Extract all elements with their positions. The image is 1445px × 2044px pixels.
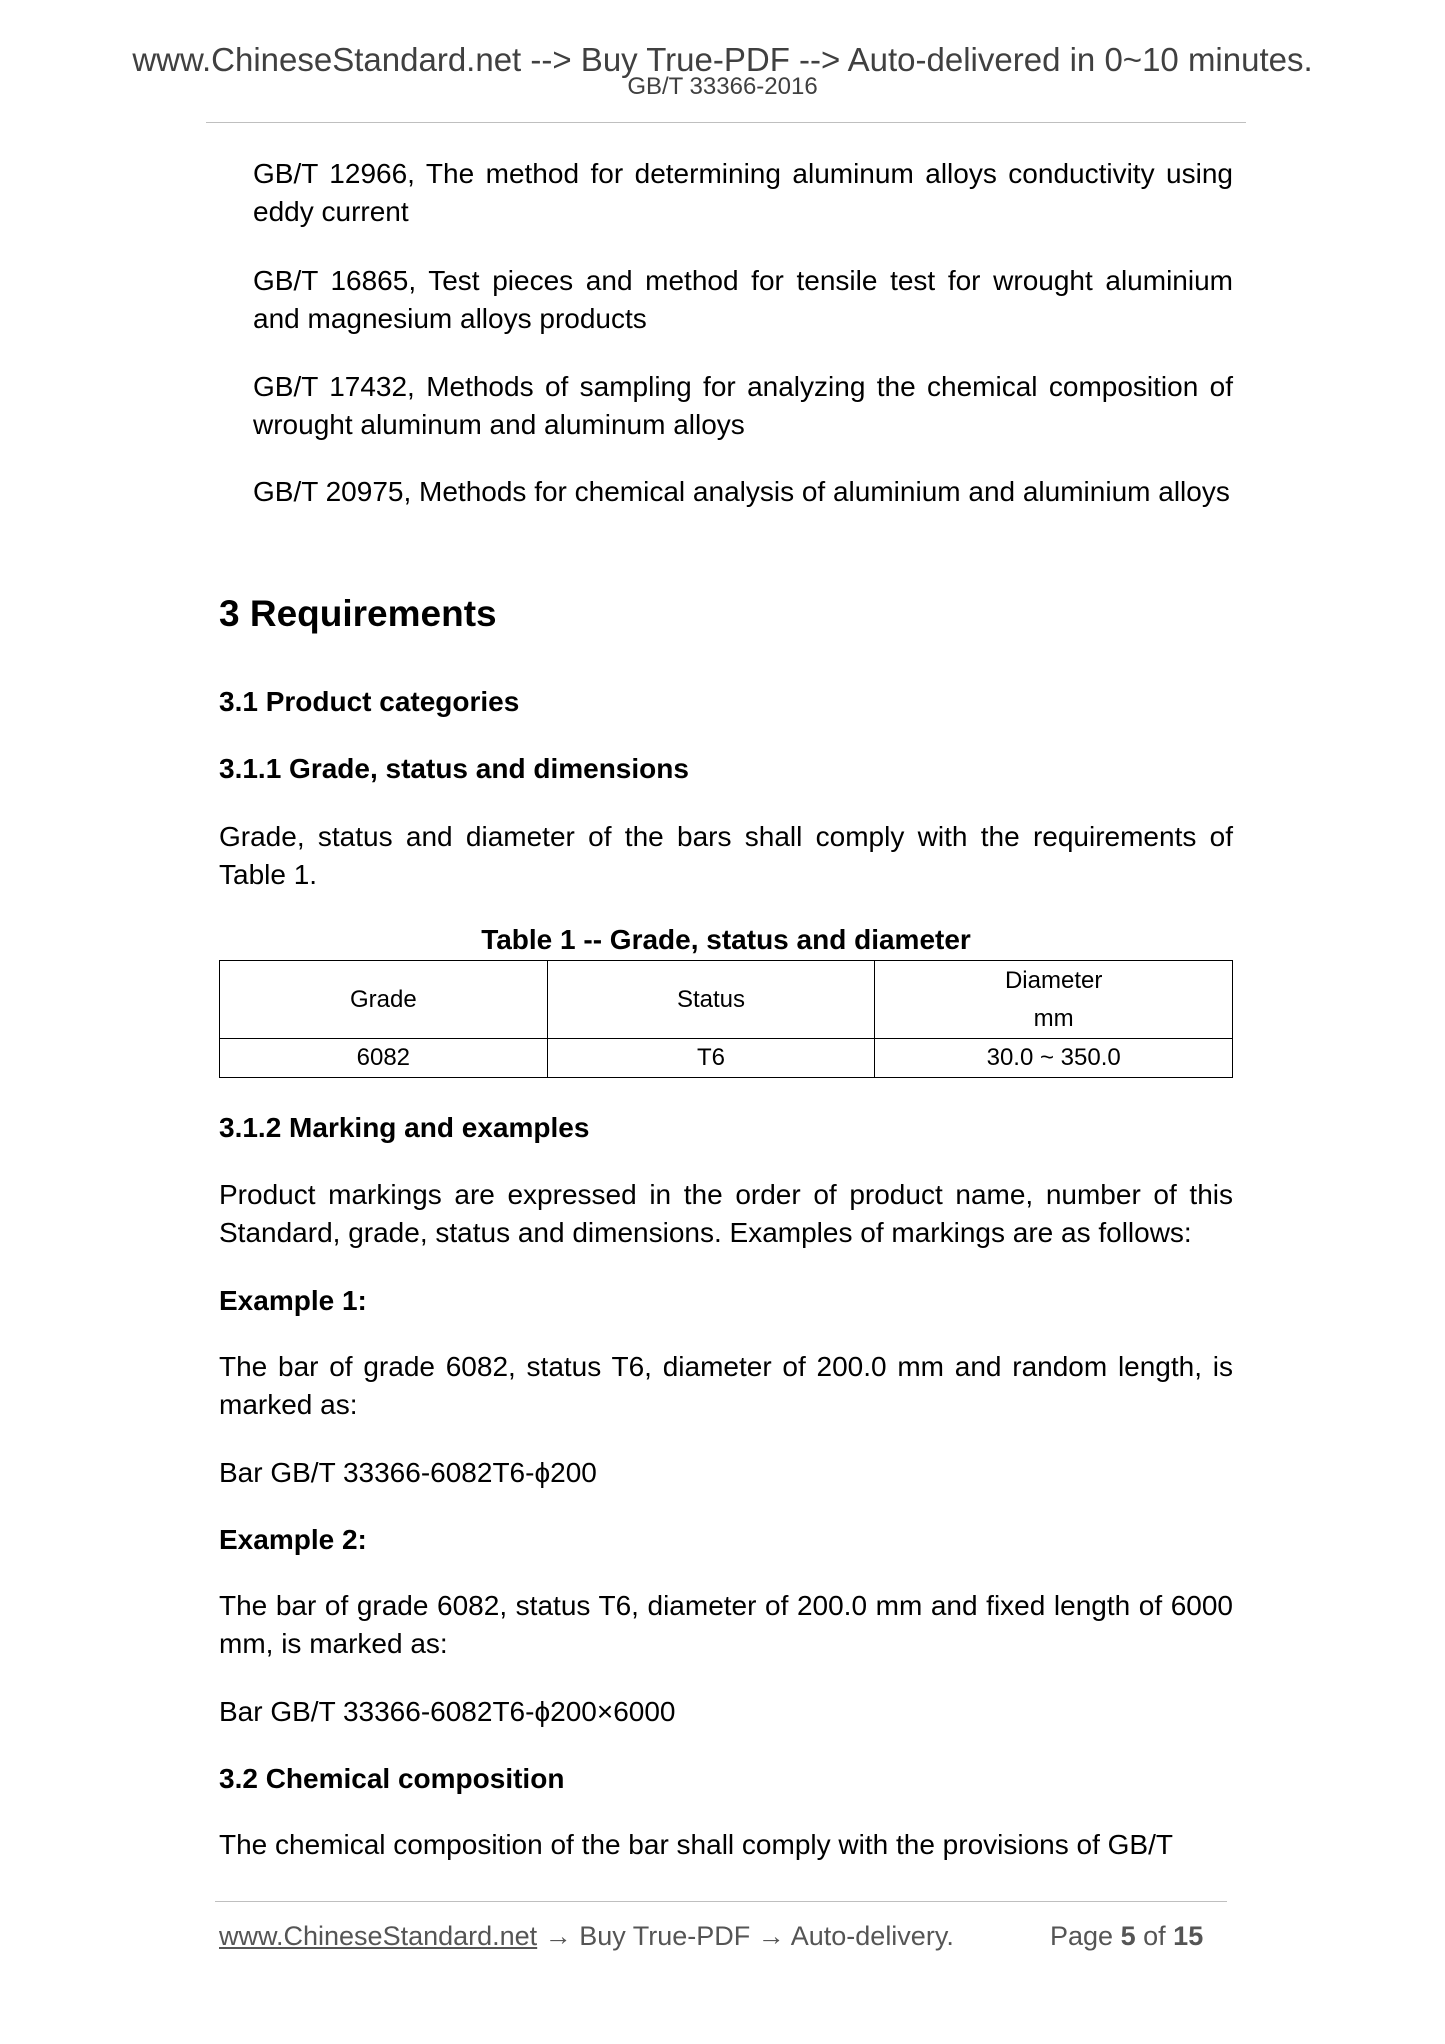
table-header-row (220, 961, 1233, 1039)
example-2-marking: Bar GB/T 33366-6082T6-ϕ200×6000 (219, 1696, 676, 1727)
table-row (220, 1039, 1233, 1078)
footer-website-link[interactable]: www.ChineseStandard.net (219, 1921, 538, 1951)
page-current: 5 (1120, 1921, 1136, 1951)
top-banner[interactable]: www.ChineseStandard.net --> Buy True-PDF --> Auto-delivered in 0~10 minutes. (132, 41, 1313, 78)
page-label: Page (1050, 1921, 1114, 1951)
cell-status: T6 (547, 1039, 875, 1078)
footer-divider (215, 1901, 1227, 1902)
footer-left (219, 1918, 954, 1954)
section-3-1-1-text: Grade, status and diameter of the bars shall comply with the requirements of Table 1. (219, 821, 1233, 890)
page-indicator (1050, 1918, 1203, 1954)
header-diameter-unit: mm (1033, 1004, 1074, 1032)
section-3-1-heading: 3.1 Product categories (219, 686, 520, 717)
reference-gbt-20975: GB/T 20975, Methods for chemical analysis of aluminium and aluminium alloys (253, 476, 1230, 507)
section-3-heading: 3 Requirements (219, 593, 497, 634)
page-total: 15 (1173, 1921, 1204, 1951)
page-of-label: of (1143, 1921, 1166, 1951)
section-3-2-text: The chemical composition of the bar shall comply with the provisions of GB/T (219, 1829, 1173, 1860)
example-1-text: The bar of grade 6082, status T6, diameter of 200.0 mm and random length, is marked as: (219, 1351, 1233, 1420)
header-diameter-label: Diameter (1004, 966, 1103, 994)
table-1-caption: Table 1 -- Grade, status and diameter (481, 924, 971, 955)
example-1-marking: Bar GB/T 33366-6082T6-ϕ200 (219, 1457, 597, 1488)
header-diameter (875, 961, 1233, 1039)
header-divider (206, 122, 1246, 123)
example-1-heading: Example 1: (219, 1285, 367, 1316)
table-1 (219, 960, 1233, 1078)
section-3-1-2-heading: 3.1.2 Marking and examples (219, 1112, 590, 1143)
section-3-2-heading: 3.2 Chemical composition (219, 1763, 565, 1794)
section-3-1-1-heading: 3.1.1 Grade, status and dimensions (219, 753, 689, 784)
reference-gbt-12966: GB/T 12966, The method for determining aluminum alloys conductivity using eddy current (253, 158, 1233, 227)
header-status: Status (547, 961, 875, 1039)
example-2-heading: Example 2: (219, 1524, 367, 1555)
header-grade: Grade (220, 961, 548, 1039)
footer-tagline: → Buy True-PDF → Auto-delivery. (537, 1921, 954, 1951)
cell-diameter: 30.0 ~ 350.0 (875, 1039, 1233, 1078)
standard-number-header: GB/T 33366-2016 (627, 73, 818, 100)
cell-grade: 6082 (220, 1039, 548, 1078)
example-2-text: The bar of grade 6082, status T6, diameter of 200.0 mm and fixed length of 6000 mm, is marked as: (219, 1590, 1233, 1659)
section-3-1-2-text: Product markings are expressed in the order of product name, number of this Standard, grade, status and dimensions. Examples of markings are as follows: (219, 1179, 1233, 1248)
reference-gbt-16865: GB/T 16865, Test pieces and method for tensile test for wrought aluminium and magnesium alloys products (253, 265, 1233, 334)
reference-gbt-17432: GB/T 17432, Methods of sampling for analyzing the chemical composition of wrought aluminum and aluminum alloys (253, 371, 1233, 440)
